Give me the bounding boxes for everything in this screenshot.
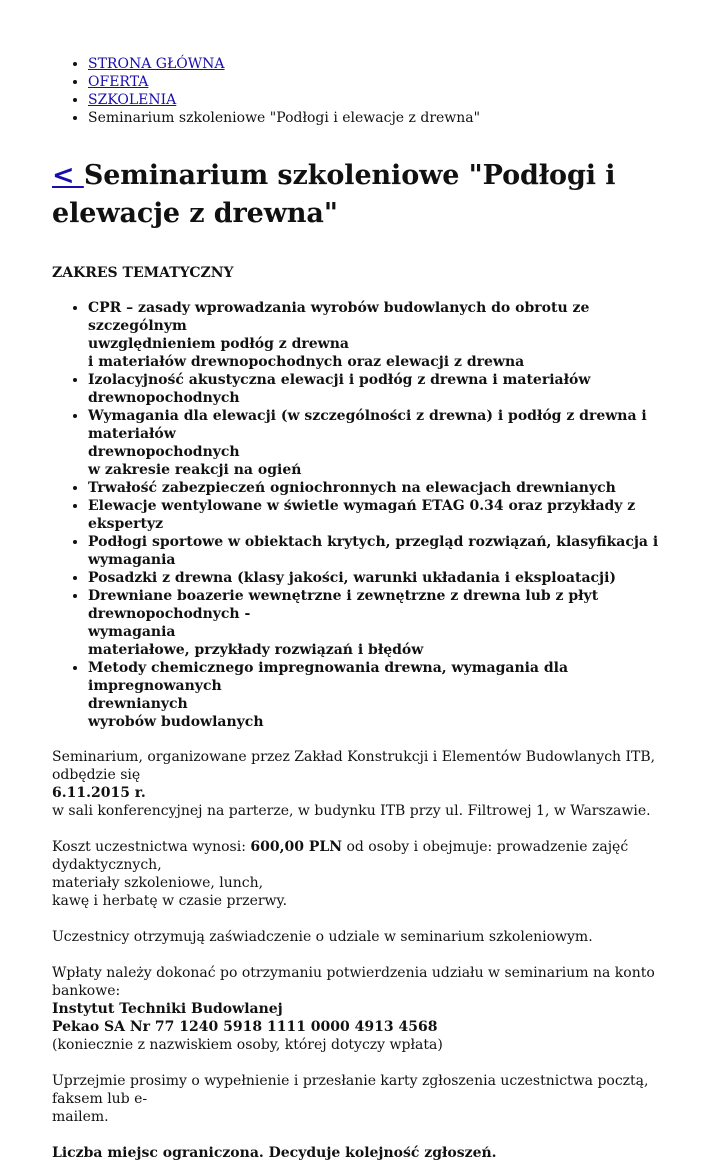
topic-line: uwzględnieniem podłóg z drewna — [88, 336, 349, 352]
topic-item — [88, 569, 673, 587]
breadcrumb-item-offer — [88, 73, 673, 91]
cost-info — [52, 838, 673, 910]
topic-line: drewnianych — [88, 696, 188, 712]
limit-info — [52, 1144, 673, 1162]
topic-item — [88, 299, 673, 371]
topic-line: i materiałów drewnopochodnych oraz elewacji z drewna — [88, 354, 525, 370]
payment-institution: Instytut Techniki Budowlanej — [52, 1001, 283, 1017]
topic-item — [88, 407, 673, 479]
breadcrumb-link-offer[interactable]: OFERTA — [88, 74, 149, 90]
payment-account: Pekao SA Nr 77 1240 5918 1111 0000 4913 4568 — [52, 1019, 438, 1035]
breadcrumb-item-current: • Seminarium szkoleniowe "Podłogi i elewacje z drewna" — [88, 109, 673, 127]
request-line-2: mailem. — [52, 1109, 109, 1125]
topic-line: • Trwałość zabezpieczeń ogniochronnych na elewacjach drewnianych — [88, 480, 616, 496]
breadcrumb-link-home[interactable]: STRONA GŁÓWNA — [88, 56, 225, 72]
limit-text: Liczba miejsc ograniczona. Decyduje kolejność zgłoszeń. — [52, 1145, 497, 1161]
topic-line: • CPR – zasady wprowadzania wyrobów budowlanych do obrotu ze szczególnym — [88, 300, 590, 334]
payment-intro: Wpłaty należy dokonać po otrzymaniu potwierdzenia udziału w seminarium na konto bankowe: — [52, 965, 655, 999]
section-heading: ZAKRES TEMATYCZNY — [52, 265, 234, 281]
payment-info — [52, 964, 673, 1054]
topic-line: wyrobów budowlanych — [88, 714, 264, 730]
topic-item — [88, 479, 673, 497]
seminar-intro: Seminarium, organizowane przez Zakład Konstrukcji i Elementów Budowlanych ITB, odbędzie się — [52, 749, 656, 783]
topic-item — [88, 497, 673, 533]
topic-line: • Elewacje wentylowane w świetle wymagań ETAG 0.34 oraz przykłady z ekspertyz — [88, 498, 636, 532]
request-info — [52, 1072, 673, 1126]
topic-line: • Wymagania dla elewacji (w szczególności z drewna) i podłóg z drewna i materiałów — [88, 408, 647, 442]
topic-line: drewnopochodnych — [88, 444, 240, 460]
seminar-location: w sali konferencyjnej na parterze, w budynku ITB przy ul. Filtrowej 1, w Warszawie. — [52, 803, 651, 819]
topic-item — [88, 587, 673, 659]
breadcrumb — [52, 55, 673, 127]
topic-item — [88, 659, 673, 731]
topic-line: w zakresie reakcji na ogień — [88, 462, 302, 478]
topics-list — [52, 299, 673, 731]
certificate-info — [52, 928, 673, 946]
topic-line: materiałowe, przykłady rozwiązań i błędów — [88, 642, 424, 658]
payment-note: (koniecznie z nazwiskiem osoby, której dotyczy wpłata) — [52, 1037, 443, 1053]
topic-line: • Izolacyjność akustyczna elewacji i podłóg z drewna i materiałów drewnopochodnych — [88, 372, 591, 406]
page-title-line-1: Seminarium szkoleniowe "Podłogi i — [83, 160, 616, 191]
request-line-1: Uprzejmie prosimy o wypełnienie i przesłanie karty zgłoszenia uczestnictwa pocztą, faksem lub e- — [52, 1073, 649, 1107]
breadcrumb-item-home — [88, 55, 673, 73]
cost-amount: 600,00 PLN — [250, 839, 343, 855]
certificate-text: Uczestnicy otrzymują zaświadczenie o udziale w seminarium szkoleniowym. — [52, 929, 593, 945]
topic-item — [88, 371, 673, 407]
breadcrumb-item-trainings — [88, 91, 673, 109]
topic-line: wymagania — [88, 624, 176, 640]
topic-line: • Posadzki z drewna (klasy jakości, warunki układania i eksploatacji) — [88, 570, 617, 586]
seminar-date: 6.11.2015 r. — [52, 785, 146, 801]
cost-line-3: kawę i herbatę w czasie przerwy. — [52, 893, 288, 909]
topic-line: • Drewniane boazerie wewnętrzne i zewnętrzne z drewna lub z płyt drewnopochodnych - — [88, 588, 599, 622]
topic-item — [88, 533, 673, 569]
seminar-info — [52, 748, 673, 820]
page-title — [52, 157, 673, 233]
back-link[interactable]: < — [52, 160, 84, 191]
topic-line: • Metody chemicznego impregnowania drewna, wymagania dla impregnowanych — [88, 660, 569, 694]
topic-line: • Podłogi sportowe w obiektach krytych, przegląd rozwiązań, klasyfikacja i wymagania — [88, 534, 659, 568]
cost-line-1: Koszt uczestnictwa wynosi: 600,00 PLN od osoby i obejmuje: prowadzenie zajęć dydaktycznych, — [52, 839, 629, 873]
page-title-line-2: elewacje z drewna" — [52, 198, 338, 229]
cost-line-2: materiały szkoleniowe, lunch, — [52, 875, 264, 891]
breadcrumb-link-trainings[interactable]: SZKOLENIA — [88, 92, 177, 108]
